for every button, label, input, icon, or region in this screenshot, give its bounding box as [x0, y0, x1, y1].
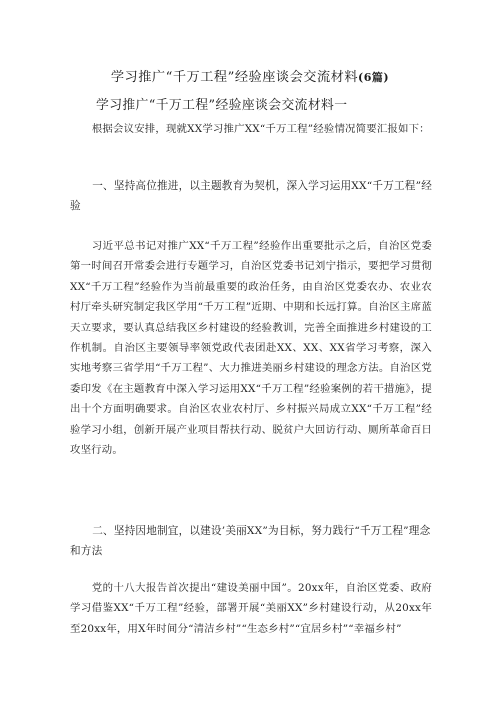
- section-heading-2: 二、坚持因地制宜，以建设’美丽XX”为目标，努力践行“千万工程”理念和方法: [70, 525, 431, 558]
- document-subtitle: 学习推广“千万工程”经验座谈会交流材料一: [96, 98, 348, 113]
- intro-paragraph: 根据会议安排，现就XX学习推广XX“千万工程”经验情况简要汇报如下：: [91, 123, 430, 135]
- title-text: 学习推广“千万工程”经验座谈会交流材料: [110, 70, 359, 85]
- title-count: (6篇): [358, 71, 390, 84]
- section-heading-1: 一、坚持高位推进，以主题教育为契机，深入学习运用XX“千万工程”经验: [70, 180, 432, 213]
- document-title: [0, 66, 500, 85]
- body-paragraph-1: 习近平总书记对推广XX“千万工程”经验作出重要批示之后，自治区党委第一时间召开常委会进行专题学习，自治区党委书记刘宁指示，要把学习贯彻XX“千万工程”经验作为当前最重要的政治任务，由自治区党委农办、农业农村厅牵头研究制定我区学用“千万工程”近期、中期和长远打算。自治区主席蓝天立要求，要认真总结我区乡村建设的经验教训，完善全面推进乡村建设的工作机制。自治区主要领导率领党政代表团赴XX、XX、XX省学习考察，深入实地考察三省学用“千万工程”、大力推进美丽乡村建设的理念方法。自治区党委印发《在主题教育中深入学习运用XX“千万工程”经验案例的若干措施》，提出十个方面明确要求。自治区农业农村厅、乡村振兴局成立XX“千万工程”经验学习小组，创新开展产业项目帮扶行动、脱贫户大回访行动、厕所革命百日攻坚行动。: [70, 240, 432, 457]
- body-paragraph-2: 党的十八大报告首次提出“建设美丽中国”。20xx年，自治区党委、政府学习借鉴XX“千万工程”经验，部署开展“美丽XX”乡村建设行动，从20xx年至20xx年，用X年时间分“清洁乡村”“生态乡村”“宜居乡村”“幸福乡村”: [70, 582, 432, 635]
